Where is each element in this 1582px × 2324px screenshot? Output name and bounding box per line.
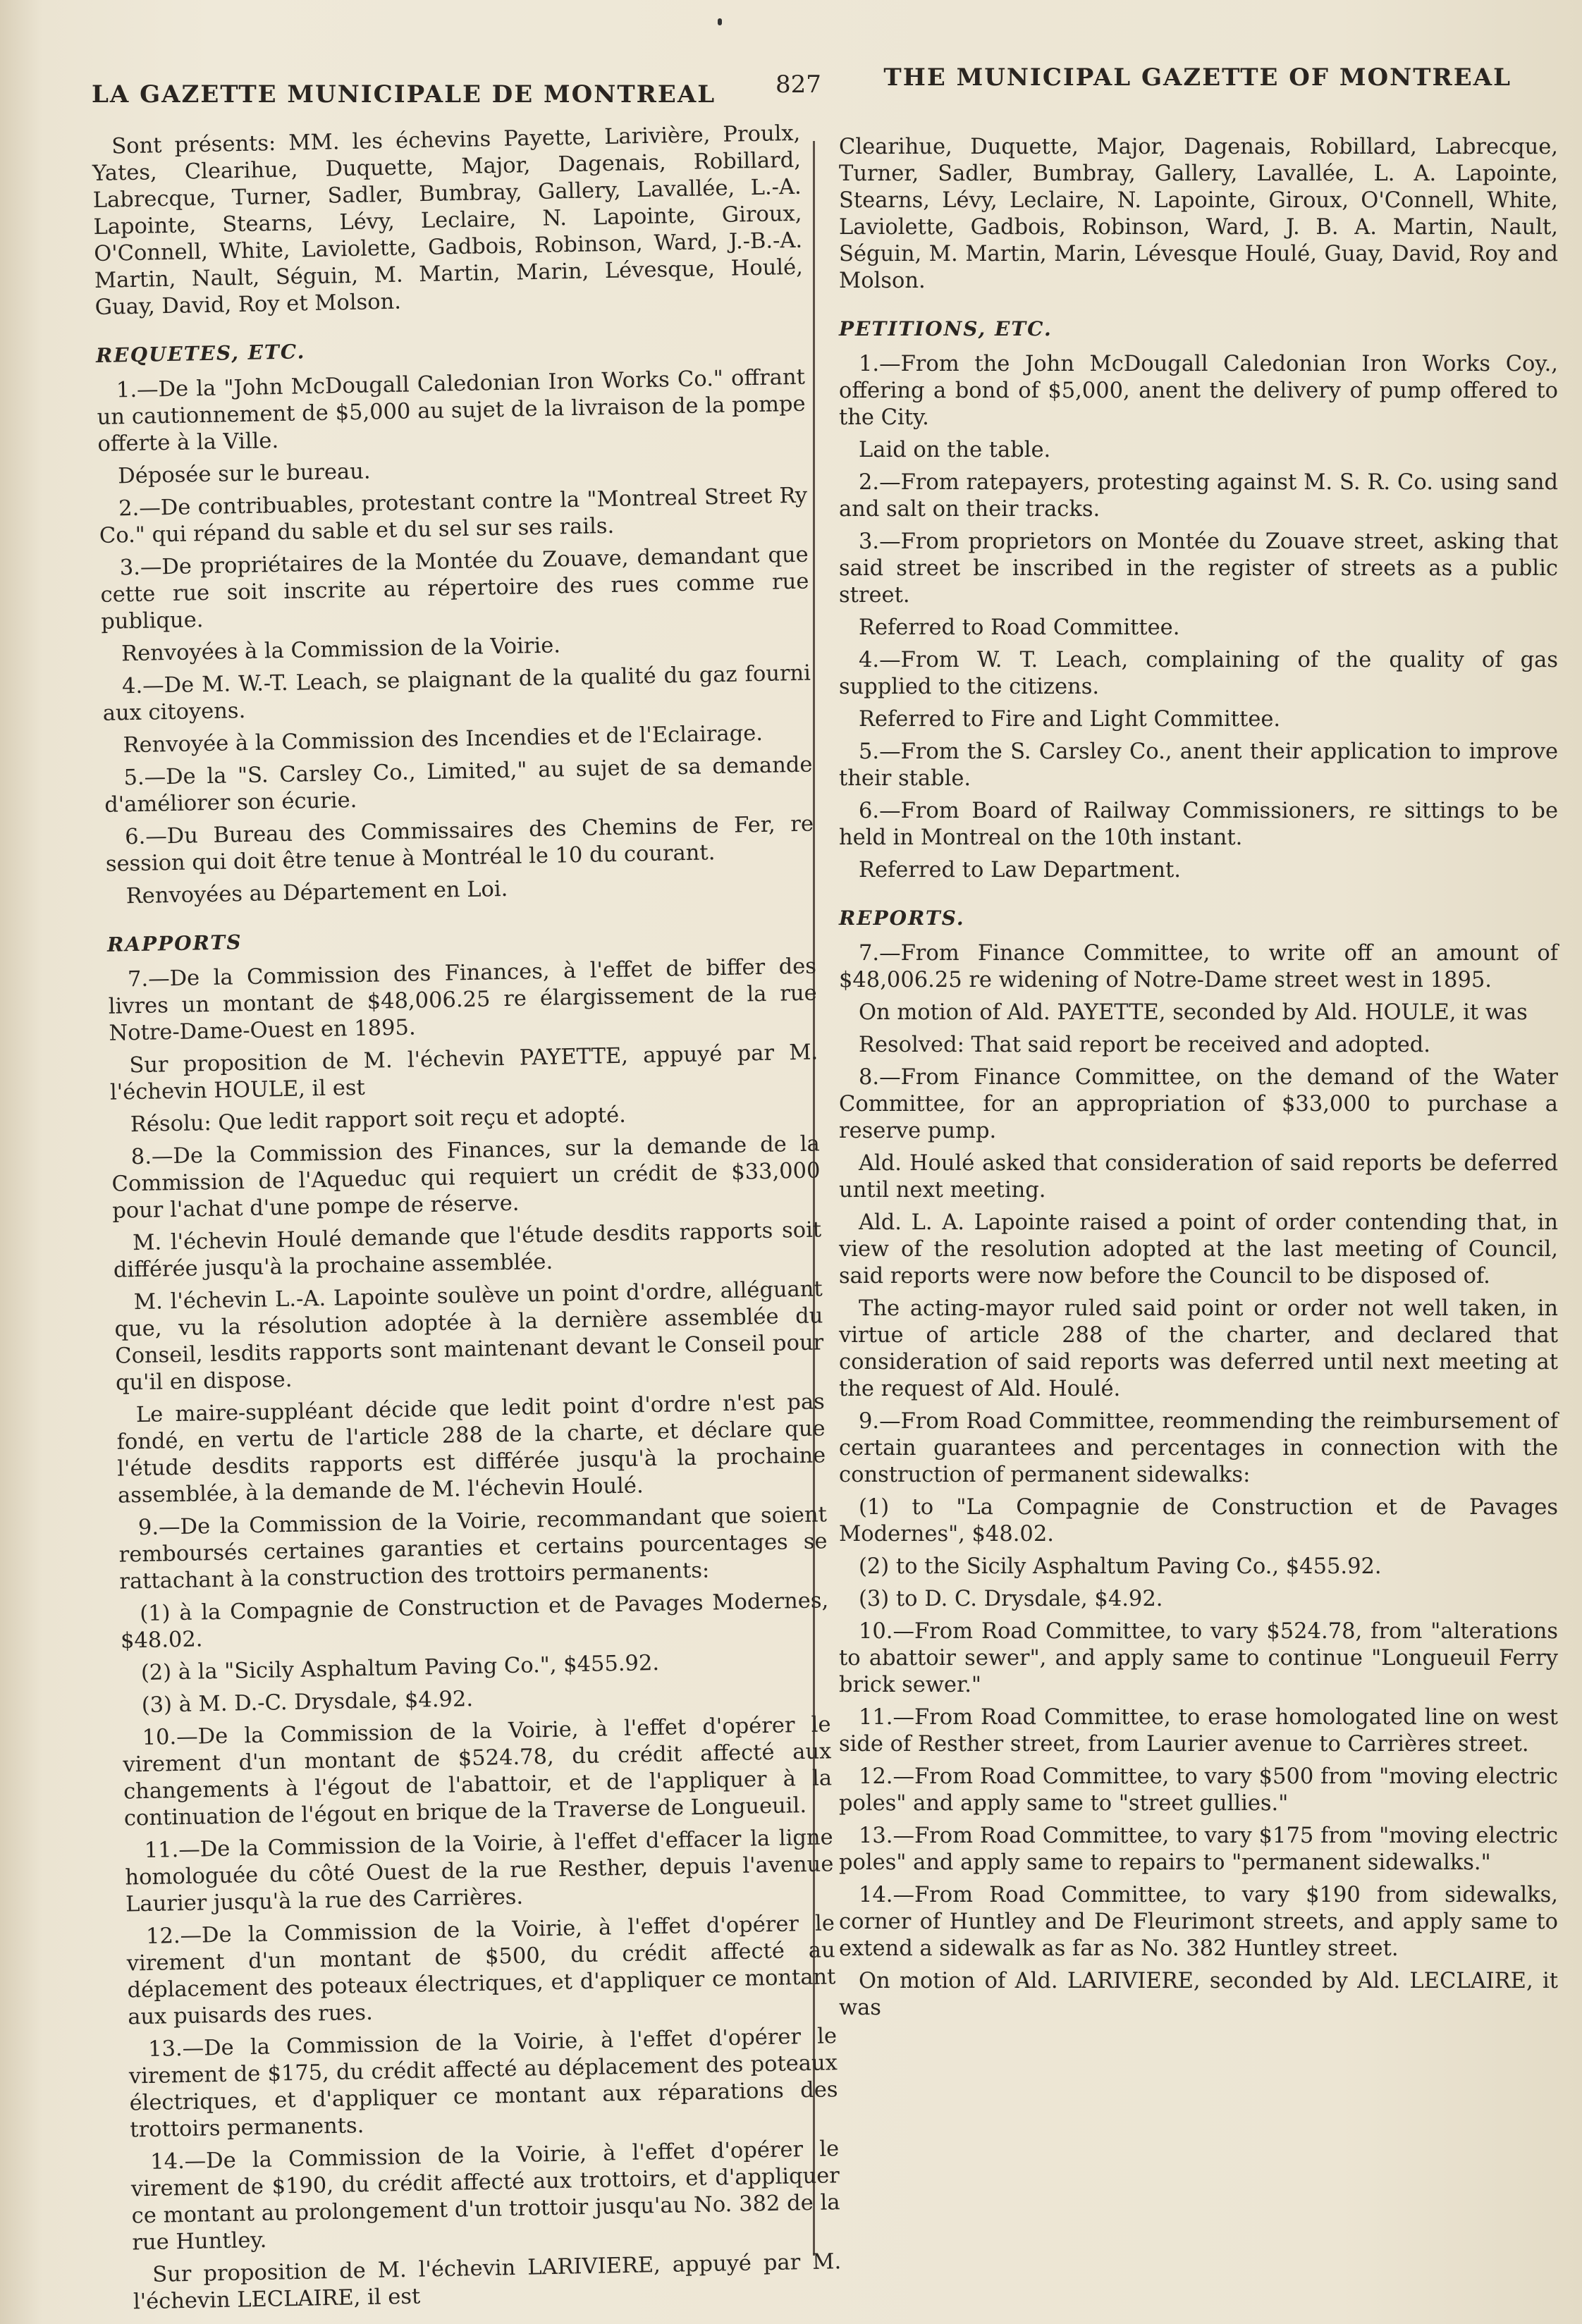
paragraph: 1.—From the John McDougall Caledonian Iron Works Coy., offering a bond of $5,000, anent the delivery of pump offered to the City. (839, 352, 1558, 430)
paragraph: Sur proposition de M. l'échevin PAYETTE, appuyé par M. l'échevin HOULE, il est (109, 1040, 818, 1105)
attendance-paragraph: Clearihue, Duquette, Major, Dagenais, Robillard, Labrecque, Turner, Sadler, Bumbray, Gallery, Lavallée, L. A. Lapointe, Stearns, Lévy, Leclaire, N. Lapointe, Giroux, O'Connell, White, Laviolette, Gadbois, Robinson, Ward, J. B. A. Martin, Nault, Séguin, M. Martin, Marin, Lévesque Houlé, Guay, David, Roy and Molson. (839, 135, 1558, 293)
print-speck (718, 18, 722, 25)
paragraph: 9.—De la Commission de la Voirie, recommandant que soient remboursés certaines garanties et certains pourcentages se rattachant à la construction des trottoirs permanents: (118, 1502, 828, 1594)
paragraph: 6.—From Board of Railway Commissioners, re sittings to be held in Montreal on the 10th instant. (839, 799, 1558, 850)
paragraph: (3) à M. D.-C. Drysdale, $4.92. (141, 1687, 474, 1719)
paragraph: 8.—De la Commission des Finances, sur la demande de la Commission de l'Aqueduc qui requiert un crédit de $33,000 pour l'achat d'une pompe de réserve. (111, 1131, 821, 1224)
paragraph: Résolu: Que ledit rapport soit reçu et adopté. (130, 1102, 627, 1138)
paragraph: Déposée sur le bureau. (117, 459, 371, 489)
section-heading-reports: REPORTS. (839, 906, 965, 930)
paragraph: 5.—From the S. Carsley Co., anent their application to improve their stable. (839, 739, 1558, 791)
header-left-title: LA GAZETTE MUNICIPALE DE MONTREAL (92, 80, 716, 109)
paragraph: 5.—De la "S. Carsley Co., Limited," au sujet de sa demande d'améliorer son écurie. (104, 752, 813, 818)
section-heading-requetes: REQUETES, ETC. (95, 340, 306, 367)
paragraph: 2.—From ratepayers, protesting against M. S. R. Co. using sand and salt on their tracks. (839, 470, 1558, 522)
paragraph: Renvoyées au Département en Loi. (125, 876, 508, 909)
attendance-paragraph: Sont présents: MM. les échevins Payette, Larivière, Proulx, Yates, Clearihue, Duquette, Major, Dagenais, Robillard, Labrecque, Turner, Sadler, Bumbray, Gallery, Lavallée, L.-A. Lapointe, Stearns, Lévy, Leclaire, N. Lapointe, Giroux, O'Connell, White, Laviolette, Gadbois, Robinson, Ward, J.-B.-A. Martin, Nault, Séguin, M. Martin, Marin, Lévesque, Houlé, Guay, David, Roy et Molson. (92, 121, 804, 320)
page-header (92, 59, 1512, 123)
paragraph: 7.—De la Commission des Finances, à l'effet de biffer des livres un montant de $48,006.25 re élargissement de la rue Notre-Dame-Ouest en 1895. (108, 954, 817, 1046)
paragraph: Referred to Road Committee. (859, 615, 1180, 640)
paragraph: 8.—From Finance Committee, on the demand of the Water Committee, for an appropriation of $33,000 to purchase a reserve pump. (839, 1065, 1558, 1143)
paragraph: 13.—De la Commission de la Voirie, à l'effet d'opérer le virement de $175, du crédit affecté au déplacement des poteaux électriques, et d'appliquer ce montant aux réparations des trottoirs permanents. (128, 2024, 838, 2143)
header-right-title: THE MUNICIPAL GAZETTE OF MONTREAL (883, 63, 1512, 92)
paragraph: 9.—From Road Committee, reommending the reimbursement of certain guarantees and percentages in connection with the construction of permanent sidewalks: (839, 1409, 1558, 1487)
french-column (92, 121, 842, 2322)
paragraph: On motion of Ald. LARIVIERE, seconded by Ald. LECLAIRE, it was (839, 1969, 1558, 2020)
paragraph: The acting-mayor ruled said point or order not well taken, in virtue of article 288 of the charter, and declared that consideration of said reports was deferred until next meeting at the request of Ald. Houlé. (839, 1296, 1558, 1401)
paragraph: Sur proposition de M. l'échevin LARIVIERE, appuyé par M. l'échevin LECLAIRE, il est (133, 2249, 842, 2315)
paragraph: Le maire-suppléant décide que ledit point d'ordre n'est pas fondé, en vertu de l'article 288 de la charte, et déclare que l'étude desdits rapports est différée jusqu'à la prochaine assemblée, à la demande de M. l'échevin Houlé. (116, 1389, 826, 1508)
paragraph: (3) to D. C. Drysdale, $4.92. (859, 1587, 1163, 1611)
paragraph: On motion of Ald. PAYETTE, seconded by Ald. HOULE, it was (859, 1000, 1528, 1025)
paragraph: 2.—De contribuables, protestant contre la "Montreal Street Ry Co." qui répand du sable et du sel sur ses rails. (99, 483, 808, 548)
paragraph: 4.—De M. W.-T. Leach, se plaignant de la qualité du gaz fourni aux citoyens. (102, 660, 811, 726)
paragraph: 7.—From Finance Committee, to write off an amount of $48,006.25 re widening of Notre-Dame street west in 1895. (839, 941, 1558, 992)
paragraph: Referred to Fire and Light Committee. (859, 707, 1281, 732)
paragraph: Renvoyée à la Commission des Incendies et de l'Eclairage. (123, 720, 764, 758)
paragraph: 11.—From Road Committee, to erase homologated line on west side of Resther street, from Laurier avenue to Carrières street. (839, 1705, 1558, 1757)
paragraph: 11.—De la Commission de la Voirie, à l'effet d'effacer la ligne homologuée du côté Ouest de la rue Resther, depuis l'avenue Laurier jusqu'à la rue des Carrières. (125, 1825, 834, 1917)
paragraph: Ald. Houlé asked that consideration of said reports be deferred until next meeting. (839, 1151, 1558, 1203)
paragraph: Ald. L. A. Lapointe raised a point of order contending that, in view of the resolution adopted at the last meeting of Council, said reports were now before the Council to be disposed of. (839, 1210, 1558, 1289)
paragraph: (2) to the Sicily Asphaltum Paving Co., $455.92. (859, 1554, 1382, 1579)
paragraph: 12.—From Road Committee, to vary $500 from "moving electric poles" and apply same to "street gullies." (839, 1764, 1558, 1816)
paragraph: (1) à la Compagnie de Construction et de Pavages Modernes, $48.02. (120, 1588, 829, 1654)
paragraph: 4.—From W. T. Leach, complaining of the quality of gas supplied to the citizens. (839, 648, 1558, 699)
paragraph: (1) to "La Compagnie de Construction et de Pavages Modernes", $48.02. (839, 1495, 1558, 1547)
paragraph: 10.—From Road Committee, to vary $524.78, from "alterations to abattoir sewer", and apply same to continue "Longueuil Ferry brick sewer." (839, 1619, 1558, 1697)
english-column (839, 134, 1558, 2027)
paragraph: M. l'échevin Houlé demande que l'étude desdits rapports soit différée jusqu'à la prochaine assemblée. (113, 1217, 822, 1283)
paragraph: (2) à la "Sicily Asphaltum Paving Co.", $455.92. (140, 1650, 660, 1686)
paragraph: M. l'échevin L.-A. Lapointe soulève un point d'ordre, alléguant que, vu la résolution adoptée à la dernière assemblée du Conseil, lesdits rapports sont maintenant devant le Conseil pour qu'il en dispose. (114, 1277, 824, 1396)
paragraph: Resolved: That said report be received and adopted. (859, 1033, 1430, 1057)
section-heading-petitions: PETITIONS, ETC. (839, 317, 1053, 340)
paragraph: 6.—Du Bureau des Commissaires des Chemins de Fer, re session qui doit être tenue à Montréal le 10 du courant. (105, 811, 814, 877)
paragraph: 12.—De la Commission de la Voirie, à l'effet d'opérer le virement d'un montant de $500, du crédit affecté au déplacement des poteaux électriques, et d'appliquer ce montant aux puisards des rues. (126, 1911, 836, 2030)
paragraph: 13.—From Road Committee, to vary $175 from "moving electric poles" and apply same to repairs to "permanent sidewalks." (839, 1824, 1558, 1875)
paragraph: Renvoyées à la Commission de la Voirie. (121, 633, 561, 667)
section-heading-rapports: RAPPORTS (106, 930, 243, 957)
paragraph: Referred to Law Department. (859, 858, 1181, 883)
paragraph: Laid on the table. (859, 438, 1051, 462)
paragraph: 1.—De la "John McDougall Caledonian Iron Works Co." offrant un cautionnement de $5,000 au sujet de la livraison de la pompe offerte à la Ville. (97, 364, 806, 457)
page-number: 827 (775, 70, 821, 99)
paragraph: 10.—De la Commission de la Voirie, à l'effet d'opérer le virement d'un montant de $524.78, du crédit affecté aux changements à l'égout de l'abattoir, et de l'appliquer à la continuation de l'égout en brique de la Traverse de Longueuil. (123, 1712, 833, 1831)
paragraph: 14.—From Road Committee, to vary $190 from sidewalks, corner of Huntley and De Fleurimont streets, and apply same to extend a sidewalk as far as No. 382 Huntley street. (839, 1883, 1558, 1961)
paragraph: 14.—De la Commission de la Voirie, à l'effet d'opérer le virement de $190, du crédit affecté aux trottoirs, et d'appliquer ce montant au prolongement d'un trottoir jusqu'au No. 382 de la rue Huntley. (130, 2137, 840, 2256)
paragraph: 3.—From proprietors on Montée du Zouave street, asking that said street be inscribed in the register of streets as a public street. (839, 529, 1558, 608)
paragraph: 3.—De propriétaires de la Montée du Zouave, demandant que cette rue soit inscrite au répertoire des rues comme rue publique. (100, 542, 809, 634)
